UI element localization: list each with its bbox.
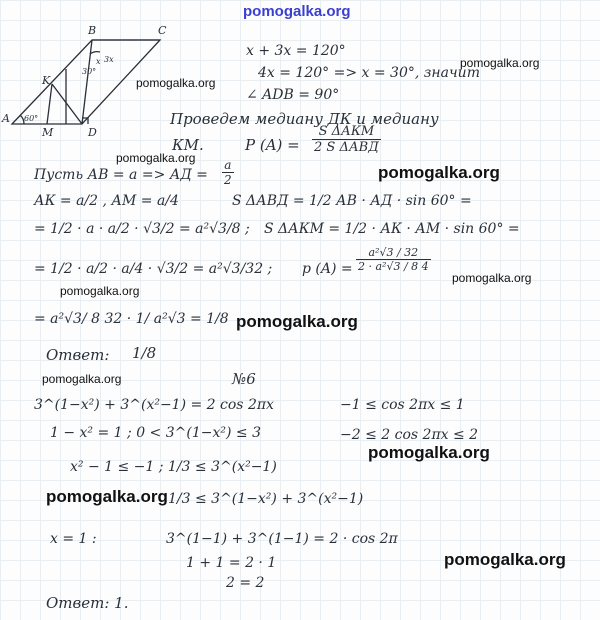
- text-line-8b: S ΔАКМ = 1/2 · АК · АМ · sin 60° =: [264, 221, 520, 237]
- watermark-9: pomogalka.org: [368, 443, 490, 462]
- text-line-7: АК = a/2 , АМ = a/4: [34, 193, 179, 209]
- text-line-4: Проведем медиану ДК и медиану: [170, 110, 439, 128]
- probability-fraction-2: [356, 246, 431, 273]
- point-k: K: [42, 74, 51, 87]
- text-line-6: Пусть АВ = а => АД =: [34, 167, 208, 183]
- angle-arc-b: [90, 52, 100, 54]
- top-watermark: pomogalka.org: [243, 3, 351, 20]
- equation-6-5: x = 1 :: [50, 531, 97, 547]
- point-a: A: [2, 112, 10, 125]
- ad-fraction: [222, 158, 234, 187]
- median-dk: [52, 84, 82, 124]
- point-c: C: [158, 24, 167, 37]
- watermark-2: pomogalka.org: [136, 76, 216, 90]
- watermark-11: pomogalka.org: [444, 550, 566, 569]
- ad-fraction-denominator: 2: [224, 173, 232, 187]
- probability-label-1: P (A) =: [245, 136, 300, 154]
- watermark-7: pomogalka.org: [236, 312, 358, 331]
- equation-6-6: 1 + 1 = 2 · 1: [186, 555, 277, 571]
- watermark-8: pomogalka.org: [42, 372, 122, 386]
- text-line-9: = 1/2 · a/2 · a/4 · √3/2 = a²√3/32 ;: [34, 261, 273, 277]
- equation-6-5b: 3^(1−1) + 3^(1−1) = 2 · cos 2π: [166, 531, 398, 547]
- equation-6-1-right: −1 ≤ cos 2πx ≤ 1: [340, 397, 465, 413]
- text-line-7b: S ΔАВД = 1/2 АВ · АД · sin 60° =: [232, 193, 472, 209]
- watermark-5: pomogalka.org: [452, 271, 532, 285]
- equation-6-1: 3^(1−x²) + 3^(x²−1) = 2 cos 2πx: [34, 397, 274, 413]
- point-m: M: [42, 126, 54, 139]
- equation-line-3: ∠ ADB = 90°: [246, 87, 340, 103]
- equation-6-7: 2 = 2: [226, 575, 265, 591]
- angle-label-x: x: [96, 57, 101, 66]
- answer-1-value: 1/8: [132, 344, 157, 362]
- text-line-10: = a²√3/ 8 32 · 1/ a²√3 = 1/8: [34, 311, 229, 327]
- equation-6-4: 1/3 ≤ 3^(1−x²) + 3^(x²−1): [168, 491, 364, 507]
- watermark-10: pomogalka.org: [46, 487, 168, 506]
- fraction-2-numerator: a²√3 / 32: [356, 246, 431, 260]
- watermark-1: pomogalka.org: [460, 56, 540, 70]
- fraction-1-numerator: S ΔАКМ: [312, 124, 381, 140]
- equation-6-3: x² − 1 ≤ −1 ; 1/3 ≤ 3^(x²−1): [70, 459, 277, 475]
- answer-2: Ответ: 1.: [46, 594, 129, 612]
- angle-label-3x: 3x: [104, 55, 114, 64]
- problem-number-6: №6: [232, 370, 256, 388]
- angle-label-60: 60°: [24, 114, 39, 123]
- segment-km: [47, 84, 52, 124]
- equation-6-2-right: −2 ≤ 2 cos 2πx ≤ 2: [340, 427, 479, 443]
- ad-fraction-numerator: a: [222, 158, 234, 173]
- equation-6-2: 1 − x² = 1 ; 0 < 3^(1−x²) ≤ 3: [50, 425, 261, 441]
- point-d: D: [88, 126, 97, 139]
- equation-line-2: 4x = 120° => x = 30°, значит: [258, 65, 480, 81]
- probability-fraction-1: [312, 124, 381, 155]
- answer-1-label: Ответ:: [46, 346, 110, 364]
- diagonal-bd: [82, 40, 92, 124]
- watermark-4: pomogalka.org: [378, 163, 500, 182]
- watermark-6: pomogalka.org: [60, 284, 140, 298]
- fraction-1-denominator: 2 S ΔАВД: [314, 140, 379, 155]
- point-b: B: [88, 24, 97, 37]
- text-line-5a: КМ.: [172, 136, 204, 154]
- text-line-8: = 1/2 · a · a/2 · √3/2 = a²√3/8 ;: [34, 221, 250, 237]
- angle-label-30: 30°: [82, 67, 97, 76]
- fraction-2-denominator: 2 · a²√3 / 8 4: [358, 260, 429, 273]
- watermark-3: pomogalka.org: [116, 151, 196, 165]
- equation-line-1: x + 3x = 120°: [246, 43, 346, 59]
- probability-label-2: p (A) =: [302, 261, 353, 277]
